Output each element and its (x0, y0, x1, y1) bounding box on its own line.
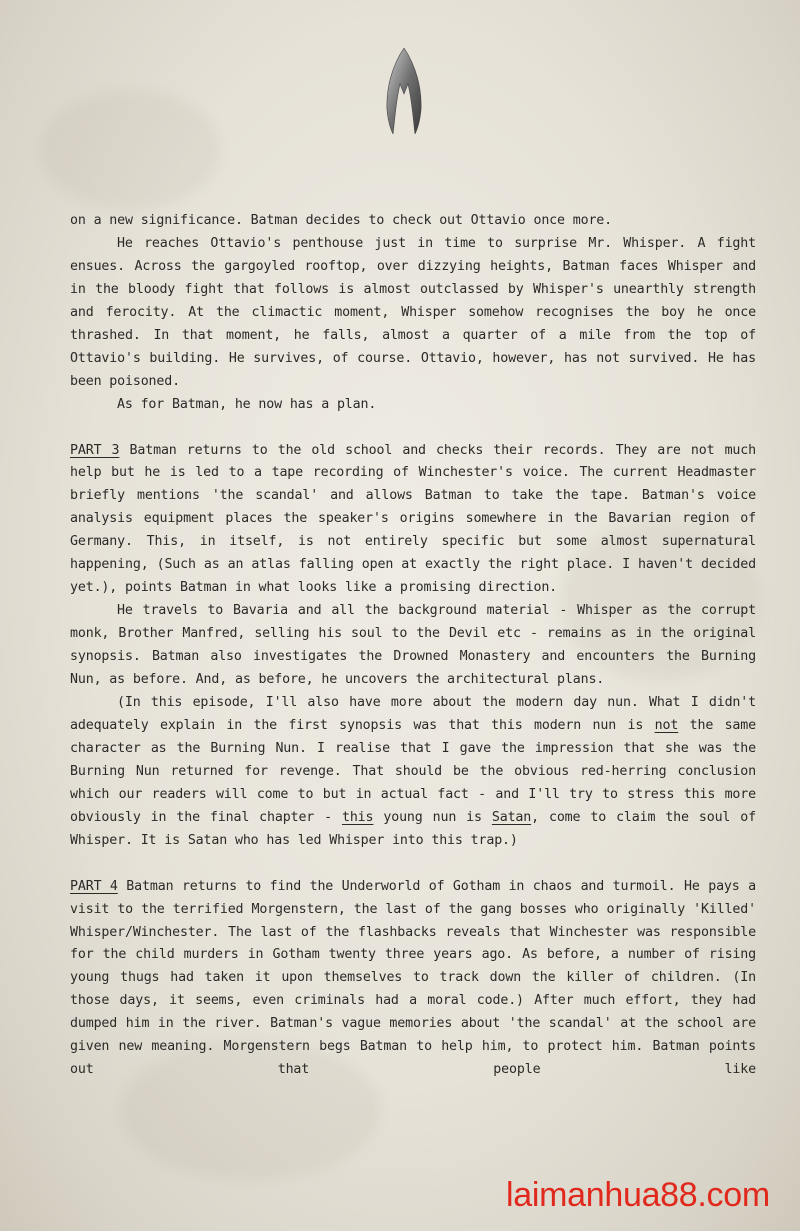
document-body (70, 210, 756, 1082)
paragraph-plan: As for Batman, he now has a plan. (117, 396, 377, 412)
part-4-heading: PART 4 (70, 878, 118, 894)
bat-logo-icon (384, 48, 424, 134)
part-3-heading: PART 3 (70, 442, 120, 458)
site-watermark: laimanhua88.com (506, 1176, 770, 1214)
emphasis-satan: Satan (491, 809, 532, 825)
part-3-text: Batman returns to the old school and checks their records. They are not much help but he is led to a tape recording of Winchester's voice. The current Headmaster briefly mentions 'the scandal' and allows Batman to take the tape. Batman's voice analysis equipment places the speaker's origins somewhere in the Bavarian region of Germany. This, in itself, is not entirely specific but some almost supernatural happening, (Such as an atlas falling open at exactly the right place. I haven't decided yet.), points Batman in what looks like a promising direction. (70, 442, 756, 596)
paragraph-modern-nun: (In this episode, I'll also have more about the modern day nun. What I didn't adequately explain in the first synopsis was that this modern nun is not the same character as the Burning Nun. I realise that I gave the impression that she was the Burning Nun returned for revenge. That should be the obvious red-herring conclusion which our readers will come to but in actual fact - and I'll try to stress this more obviously in the final chapter - this young nun is Satan, come to claim the soul of Whisper. It is Satan who has led Whisper into this trap.) (70, 695, 757, 848)
emphasis-not: not (654, 717, 679, 733)
paragraph-continuation: on a new significance. Batman decides to check out Ottavio once more. (70, 213, 613, 228)
paragraph-part-3 (70, 440, 756, 601)
paragraph-part-4 (70, 876, 756, 1083)
emphasis-this: this (341, 809, 374, 825)
paragraph-bavaria: He travels to Bavaria and all the background material - Whisper as the corrupt monk, Brother Manfred, selling his soul to the Devil etc - remains as in the original synopsis. Batman also investigates the Drowned Monastery and encounters the Burning Nun, as before. And, as before, he uncovers the architectural plans. (70, 603, 756, 688)
paragraph-rooftop-fight: He reaches Ottavio's penthouse just in time to surprise Mr. Whisper. A fight ensues. Across the gargoyled rooftop, over dizzying heights, Batman faces Whisper and in the bloody fight that follows is almost outclassed by Whisper's unearthly strength and ferocity. At the climactic moment, Whisper somehow recognises the boy he once thrashed. In that moment, he falls, almost a quarter of a mile from the top of Ottavio's building. He survives, of course. Ottavio, however, has not survived. He has been poisoned. (70, 235, 756, 389)
part-4-text: Batman returns to find the Underworld of Gotham in chaos and turmoil. He pays a visit to the terrified Morgenstern, the last of the gang bosses who originally 'Killed' Whisper/Winchester. The last of the flashbacks reveals that Winchester was responsible for the child murders in Gotham twenty three years ago. As before, a number of rising young thugs had taken it upon themselves to track down the killer of children. (In those days, it seems, even criminals had a moral code.) After much effort, they had dumped him in the river. Batman's vague memories about 'the scandal' at the school are given new meaning. Morgenstern begs Batman to help him, to protect him. Batman points out that people like (70, 878, 756, 1078)
